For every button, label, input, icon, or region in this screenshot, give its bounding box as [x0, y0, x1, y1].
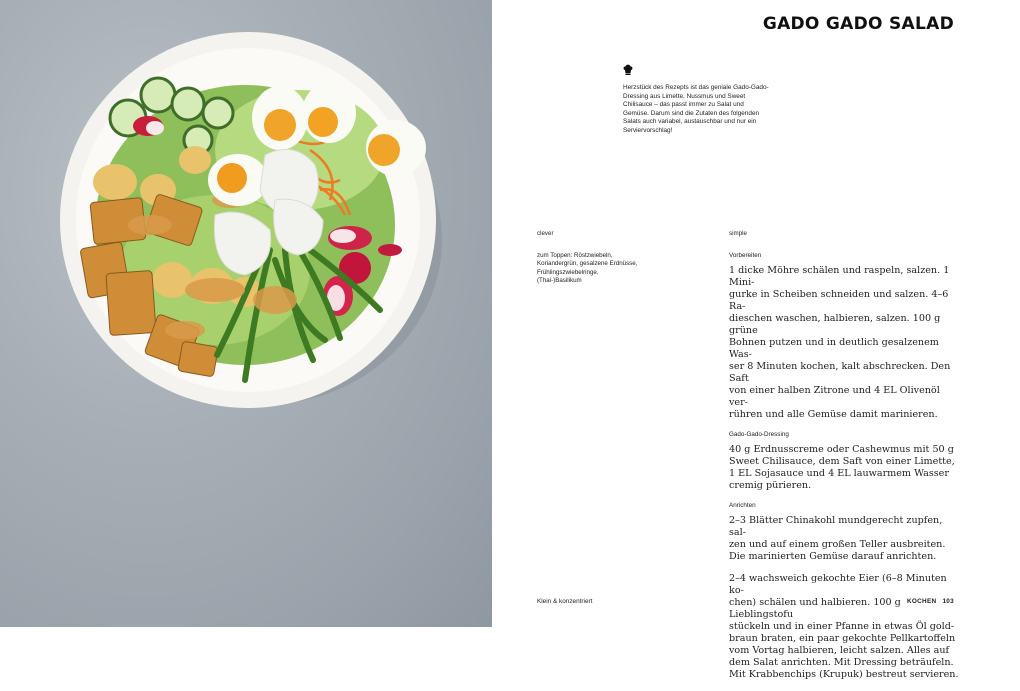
intro-text: Herzstück des Rezepts ist das geniale Gado-Gado-Dressing aus Limette, Nussmus und Sweet Chilisauce – das passt immer zu Salat und Gemüse. Darum sind die Zutaten des folgenden Salats auch variabel, austauschbar und nur ein Serviervorschlag! — [623, 84, 769, 134]
footer-page-info — [901, 598, 954, 605]
clever-label: clever — [537, 230, 554, 237]
step-text-dressing: 40 g Erdnusscreme oder Cashewmus mit 50 g Sweet Chilisauce, dem Saft von einer Limette, 1 EL Sojasauce und 4 EL lauwarmem Wasser cremig pürieren. — [729, 444, 955, 491]
step-text-arrange: 2–3 Blätter Chinakohl mundgerecht zupfen, sal- zen und auf einem großen Teller ausbreiten. Die marinierten Gemüse darauf anrichten. — [729, 515, 946, 562]
toppings-text: zum Toppen: Röstzwiebeln, Koriandergrün, gesalzene Erdnüsse, Frühlingszwiebelringe, (Thai-)Basilikum — [537, 252, 638, 285]
salad-photo — [0, 0, 492, 627]
footer-chapter: Klein & konzentriert — [537, 598, 593, 605]
recipe-page — [492, 0, 1020, 680]
step-title-dressing: Gado-Gado-Dressing — [729, 431, 789, 438]
chef-hat-icon — [623, 64, 633, 76]
recipe-steps — [729, 252, 959, 691]
footer-section: KOCHEN — [906, 598, 937, 605]
step-text-prepare: 1 dicke Möhre schälen und raspeln, salzen. 1 Mini- gurke in Scheiben schneiden und salzen. 4–6 Ra- dieschen waschen, halbieren, salzen. 100 g grüne Bohnen putzen und in deutlich gesalzenem Was- ser 8 Minuten kochen, kalt abschrecken. Den Saft von einer halben Zitrone und 4 EL Olivenöl ver- rühren und alle Gemüse damit marinieren. — [729, 265, 951, 420]
step-text-finish: 2–4 wachsweich gekochte Eier (6–8 Minuten ko- chen) schälen und halbieren. 100 g Lieblingstofu stückeln und in einer Pfanne in etwas Öl gold- braun braten, ein paar gekochte Pellkartoffeln vom Vortag halbieren, leicht salzen. Alles auf dem Salat anrichten. Mit Dressing beträufeln. Mit Krabbenchips (Krupuk) bestreut servieren. — [729, 573, 959, 680]
page-number: 103 — [942, 598, 954, 605]
step-title-prepare: Vorbereiten — [729, 252, 762, 259]
recipe-title: GADO GADO SALAD — [762, 14, 954, 34]
step-title-arrange: Anrichten — [729, 502, 756, 509]
simple-label: simple — [729, 230, 747, 237]
